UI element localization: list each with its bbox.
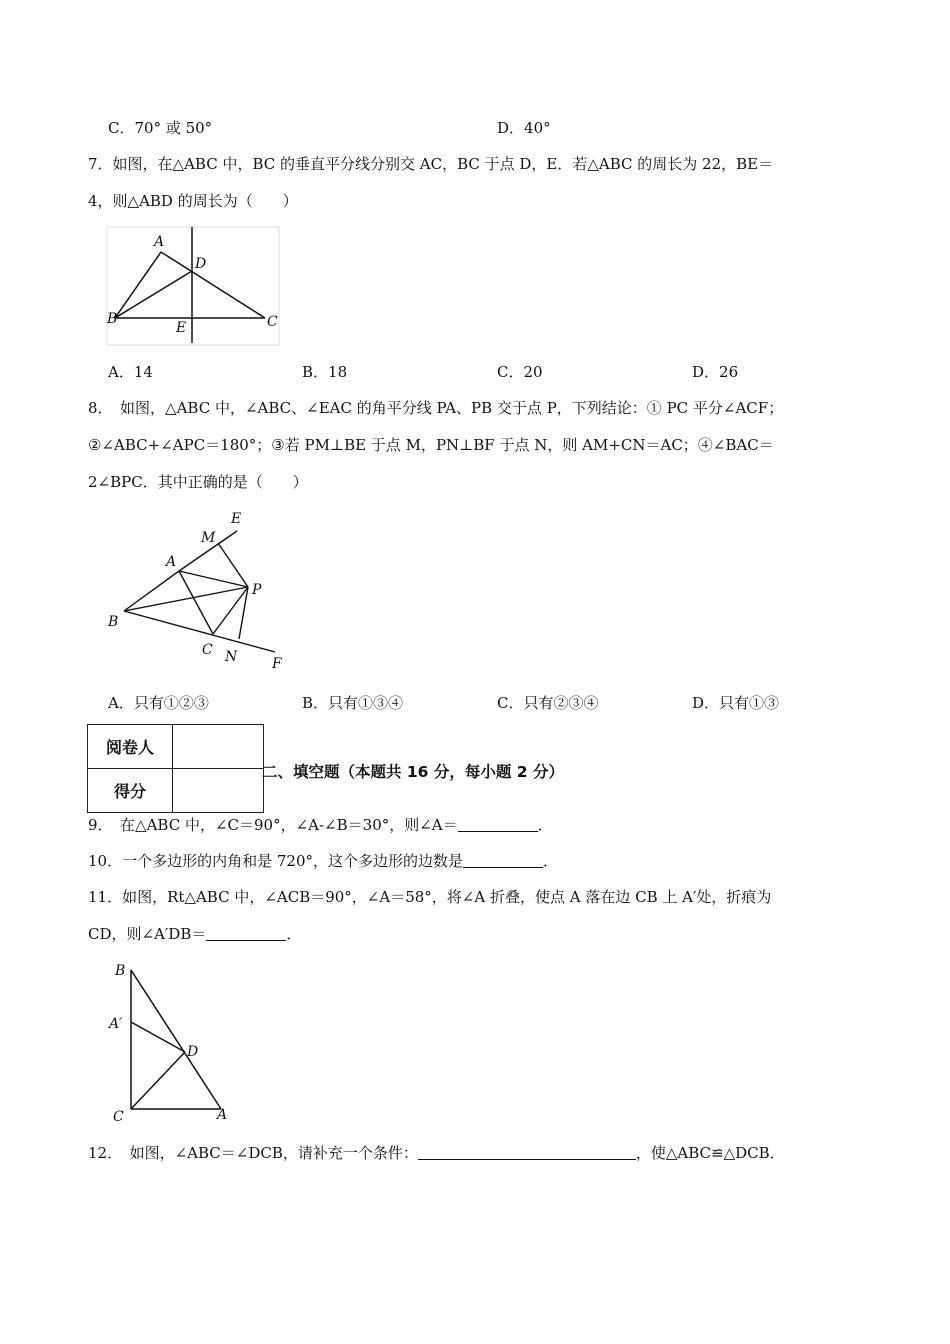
q11-label-d: D	[187, 1044, 199, 1060]
q8-label-a: A	[166, 554, 177, 570]
q8-segment-ac	[179, 571, 213, 634]
q9-text: 9． 在△ABC 中，∠C＝90°，∠A-∠B＝30°，则∠A＝	[88, 816, 458, 834]
q7-label-c: C	[267, 314, 278, 330]
q8-text-line2: ②∠ABC+∠APC＝180°；③若 PM⊥BE 于点 M，PN⊥BF 于点 N，则 AM+CN＝AC；④∠BAC＝	[88, 436, 774, 454]
q7-label-a: A	[154, 234, 165, 250]
q8-text-line3: 2∠BPC．其中正确的是（ ）	[88, 473, 308, 491]
q12-text: 12． 如图，∠ABC＝∠DCB，请补充一个条件：	[88, 1144, 418, 1162]
q11-fold-cd	[131, 1052, 185, 1109]
q12-answer-blank[interactable]	[418, 1145, 636, 1160]
q8-segment-ap	[179, 571, 248, 587]
q7-option-b: B．18	[302, 363, 348, 381]
q7-label-e: E	[176, 320, 187, 336]
q7-figure-frame	[107, 227, 279, 345]
q7-segment-ac	[161, 252, 265, 318]
q8-label-b: B	[108, 614, 119, 630]
reviewer-field[interactable]	[173, 725, 264, 769]
score-field[interactable]	[173, 769, 264, 813]
q8-label-p: P	[252, 582, 262, 598]
q10-text: 10．一个多边形的内角和是 720°，这个多边形的边数是	[88, 852, 463, 870]
q8-option-c: C．只有②③④	[497, 694, 599, 712]
q8-segment-cp	[213, 587, 248, 634]
q7-text-line2: 4，则△ABD 的周长为（ ）	[88, 192, 298, 210]
q8-text-line1: 8． 如图，△ABC 中，∠ABC、∠EAC 的角平分线 PA、PB 交于点 P，下列结论：① PC 平分∠ACF；	[88, 399, 784, 417]
q7-figure	[105, 225, 283, 349]
q10-answer-blank[interactable]	[463, 853, 543, 868]
q8-label-n: N	[225, 649, 238, 665]
q8-segment-bp	[124, 587, 248, 611]
q6-option-d: D．40°	[497, 119, 551, 137]
q11-end: ．	[286, 925, 302, 943]
q8-ray-bf	[124, 611, 275, 652]
q8-figure	[100, 505, 295, 677]
q7-segment-ab	[115, 252, 161, 318]
q12-end: ，使△ABC≌△DCB．	[635, 1144, 785, 1162]
q7-label-b: B	[107, 311, 118, 327]
q8-option-a: A．只有①②③	[108, 694, 209, 712]
q9-end: ．	[537, 816, 553, 834]
q8-label-f: F	[272, 656, 282, 672]
q11-label-a-prime: A′	[109, 1016, 123, 1032]
q11-segment-a-prime-d	[131, 1022, 185, 1052]
q11-text-line1: 11．如图，Rt△ABC 中，∠ACB＝90°，∠A＝58°，将∠A 折叠，使点 A 落在边 CB 上 A′处，折痕为	[88, 888, 772, 906]
q11-text-line2: CD，则∠A′DB＝	[88, 925, 207, 943]
q8-label-e: E	[231, 511, 242, 527]
q8-label-c: C	[202, 642, 213, 658]
q12	[88, 1143, 785, 1163]
reviewer-label: 阅卷人	[88, 725, 173, 769]
q9-answer-blank[interactable]	[458, 817, 538, 832]
q8-option-b: B．只有①③④	[302, 694, 404, 712]
q7-option-a: A．14	[108, 363, 153, 381]
score-label: 得分	[88, 769, 173, 813]
q7-text-line1: 7．如图，在△ABC 中，BC 的垂直平分线分别交 AC，BC 于点 D，E．若△ABC 的周长为 22，BE＝	[88, 155, 774, 173]
q11-figure	[105, 958, 245, 1126]
q11-line2	[88, 924, 301, 944]
q11-answer-blank[interactable]	[206, 926, 286, 941]
section-2-title: 二、填空题（本题共 16 分，每小题 2 分）	[262, 763, 564, 781]
q11-label-a: A	[217, 1107, 228, 1123]
q11-label-c: C	[113, 1109, 124, 1125]
q8-label-m: M	[201, 530, 216, 546]
q7-segment-bd	[115, 271, 192, 318]
q10	[88, 851, 558, 871]
q11-label-b: B	[115, 963, 126, 979]
q8-option-d: D．只有①③	[692, 694, 780, 712]
score-box	[87, 724, 264, 813]
q9	[88, 815, 553, 835]
q8-segment-pn	[239, 587, 248, 639]
q7-option-d: D．26	[692, 363, 739, 381]
q7-option-c: C．20	[497, 363, 543, 381]
q7-label-d: D	[195, 256, 207, 272]
q11-segment-ba	[131, 970, 221, 1109]
q10-end: ．	[543, 852, 559, 870]
q6-option-c: C．70° 或 50°	[108, 119, 213, 137]
